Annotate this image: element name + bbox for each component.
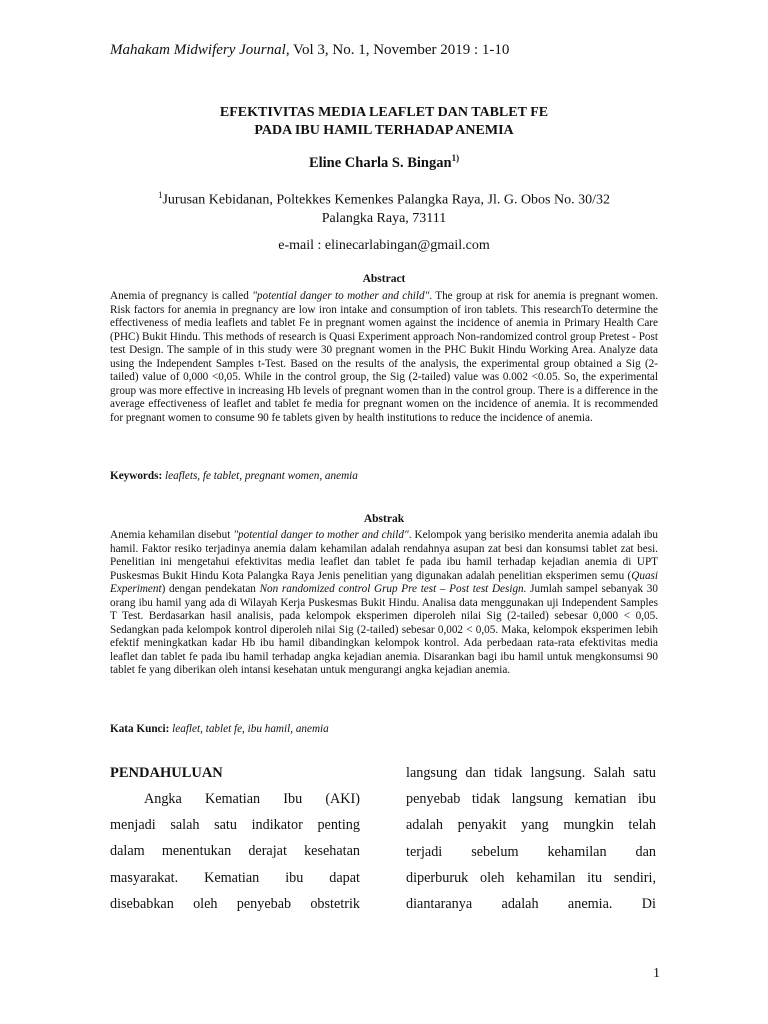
- body-column-right: [406, 760, 656, 917]
- body-line: terjadi sebelum kehamilan dan: [406, 843, 656, 860]
- author: [110, 153, 658, 172]
- kata-kunci-values: leaflet, tablet fe, ibu hamil, anemia: [169, 723, 329, 735]
- journal-name: Mahakam Midwifery Journal: [110, 42, 286, 58]
- kata-kunci-label: Kata Kunci:: [110, 723, 170, 735]
- affiliation-line-1: Jurusan Kebidanan, Poltekkes Kemenkes Palangka Raya, Jl. G. Obos No. 30/32: [162, 192, 611, 208]
- body-line: dalam menentukan derajat kesehatan: [110, 843, 360, 860]
- body-line: disebabkan oleh penyebab obstetrik: [110, 895, 360, 912]
- title-line-1: EFEKTIVITAS MEDIA LEAFLET DAN TABLET FE: [219, 105, 549, 120]
- abstract-heading: Abstract: [362, 273, 406, 285]
- author-mark: 1): [451, 153, 460, 163]
- keywords-values: leaflets, fe tablet, pregnant women, anemia: [162, 470, 358, 482]
- body-line: diantaranya adalah anemia. Di: [406, 896, 656, 913]
- page-number: 1: [653, 966, 660, 981]
- abstract-en-text: Anemia of pregnancy is called "potential danger to mother and child". The group at risk for anemia is pregnant women. Risk factors for anemia in pregnancy are low iron intake and consumption of iron tablets. This researchTo determine the effectiveness of media leaflets and tablet Fe in pregnant women against the incidence of anemia in Primary Health Care (PHC) Bukit Hindu. This methods of research is Quasi Experiment approach Non-randomized control group Pretest - Post test Design. The sample of in this study were 30 pregnant women in the PHC Bukit Hindu Working Area. Analyze data using the Independent Samples t-Test. Based on the results of the analysis, the experimental group obtained a Sig (2-tailed) value of 0,000 <0,05. While in the control group, the Sig (2-tailed) value was 0.002 <0.05. So, the experimental group was more effective in increasing Hb levels of pregnant women than in the control group. There is a difference in the average effectiveness of leaflet and tablet fe media for pregnant women on the incidence of anemia. It is recommended for pregnant women to consume 90 fe tablets given by health institutions to reduce the incidence of anemia.: [110, 290, 659, 424]
- paper-title: [110, 104, 658, 140]
- body-line: diperburuk oleh kehamilan itu sendiri,: [406, 869, 656, 886]
- keywords-label: Keywords:: [110, 470, 163, 482]
- affiliation: [110, 186, 658, 228]
- abstrak-quote: "potential danger to mother and child": [233, 529, 409, 541]
- kata-kunci: [110, 723, 658, 735]
- title-line-2: PADA IBU HAMIL TERHADAP ANEMIA: [254, 123, 514, 138]
- abstrak-id-text: Anemia kehamilan disebut "potential danger to mother and child". Kelompok yang berisiko menderita anemia adalah ibu hamil. Faktor resiko terjadinya anemia dalam kehamilan adalah rendahnya asupan zat besi dan konsumsi tablet zat besi. Penelitian ini mengetahui efektivitas media leaflet dan tablet fe pada ibu hamil terhadap kejadian anemia di UPT Puskesmas Bukit Hindu Kota Palangka Raya Jenis penelitian yang digunakan adalah penelitian eksperimen semu (Quasi Experiment) dengan pendekatan Non randomized control Grup Pre test – Post test Design. Jumlah sampel sebanyak 30 orang ibu hamil yang ada di Wilayah Kerja Puskesmas Bukit Hindu. Analisa data menggunakan uji Independent Samples T Test. Berdasarkan hasil analisis, pada kelompok eksperimen diperoleh nilai Sig (2-tailed) sebesar 0,000 < 0,05. Sedangkan pada kelompok kontrol diperoleh nilai Sig (2-tailed) sebesar 0,002 < 0,05. Maka, kelompok eksperimen lebih efektif meningkatkan kadar Hb ibu hamil dibandingkan kelompok kontrol. Ada perbedaan rata-rata efektivitas media leaflet dan tablet fe pada ibu hamil terhadap angka kejadian anemia. Disarankan bagi ibu hamil untuk mengkonsumsi 90 tablet fe yang diberikan oleh intansi kesehatan untuk mengurangi angka kejadian anemia.: [110, 529, 658, 676]
- journal-citation: , Vol 3, No. 1, November 2019 : 1-10: [285, 42, 510, 58]
- affiliation-line-2: Palangka Raya, 73111: [321, 210, 447, 226]
- section-title: PENDAHULUAN: [110, 765, 223, 781]
- author-name: Eline Charla S. Bingan: [308, 154, 452, 171]
- body-line: Angka Kematian Ibu (AKI): [144, 791, 360, 807]
- body-line: langsung dan tidak langsung. Salah satu: [406, 765, 656, 781]
- body-line: penyebab tidak langsung kematian ibu: [406, 791, 656, 808]
- abstrak-heading: Abstrak: [363, 513, 405, 525]
- journal-header: [110, 42, 509, 59]
- body-line: menjadi salah satu indikator penting: [110, 817, 360, 834]
- affiliation-mark: 1: [157, 190, 163, 200]
- body-line: masyarakat. Kematian ibu dapat: [110, 869, 360, 886]
- author-email: e-mail : elinecarlabingan@gmail.com: [278, 238, 490, 253]
- abstract-en-quote: "potential danger to mother and child": [252, 290, 430, 302]
- body-column-left: [110, 760, 360, 917]
- body-line: adalah penyakit yang mungkin telah: [406, 817, 656, 834]
- keywords-en: [110, 470, 658, 482]
